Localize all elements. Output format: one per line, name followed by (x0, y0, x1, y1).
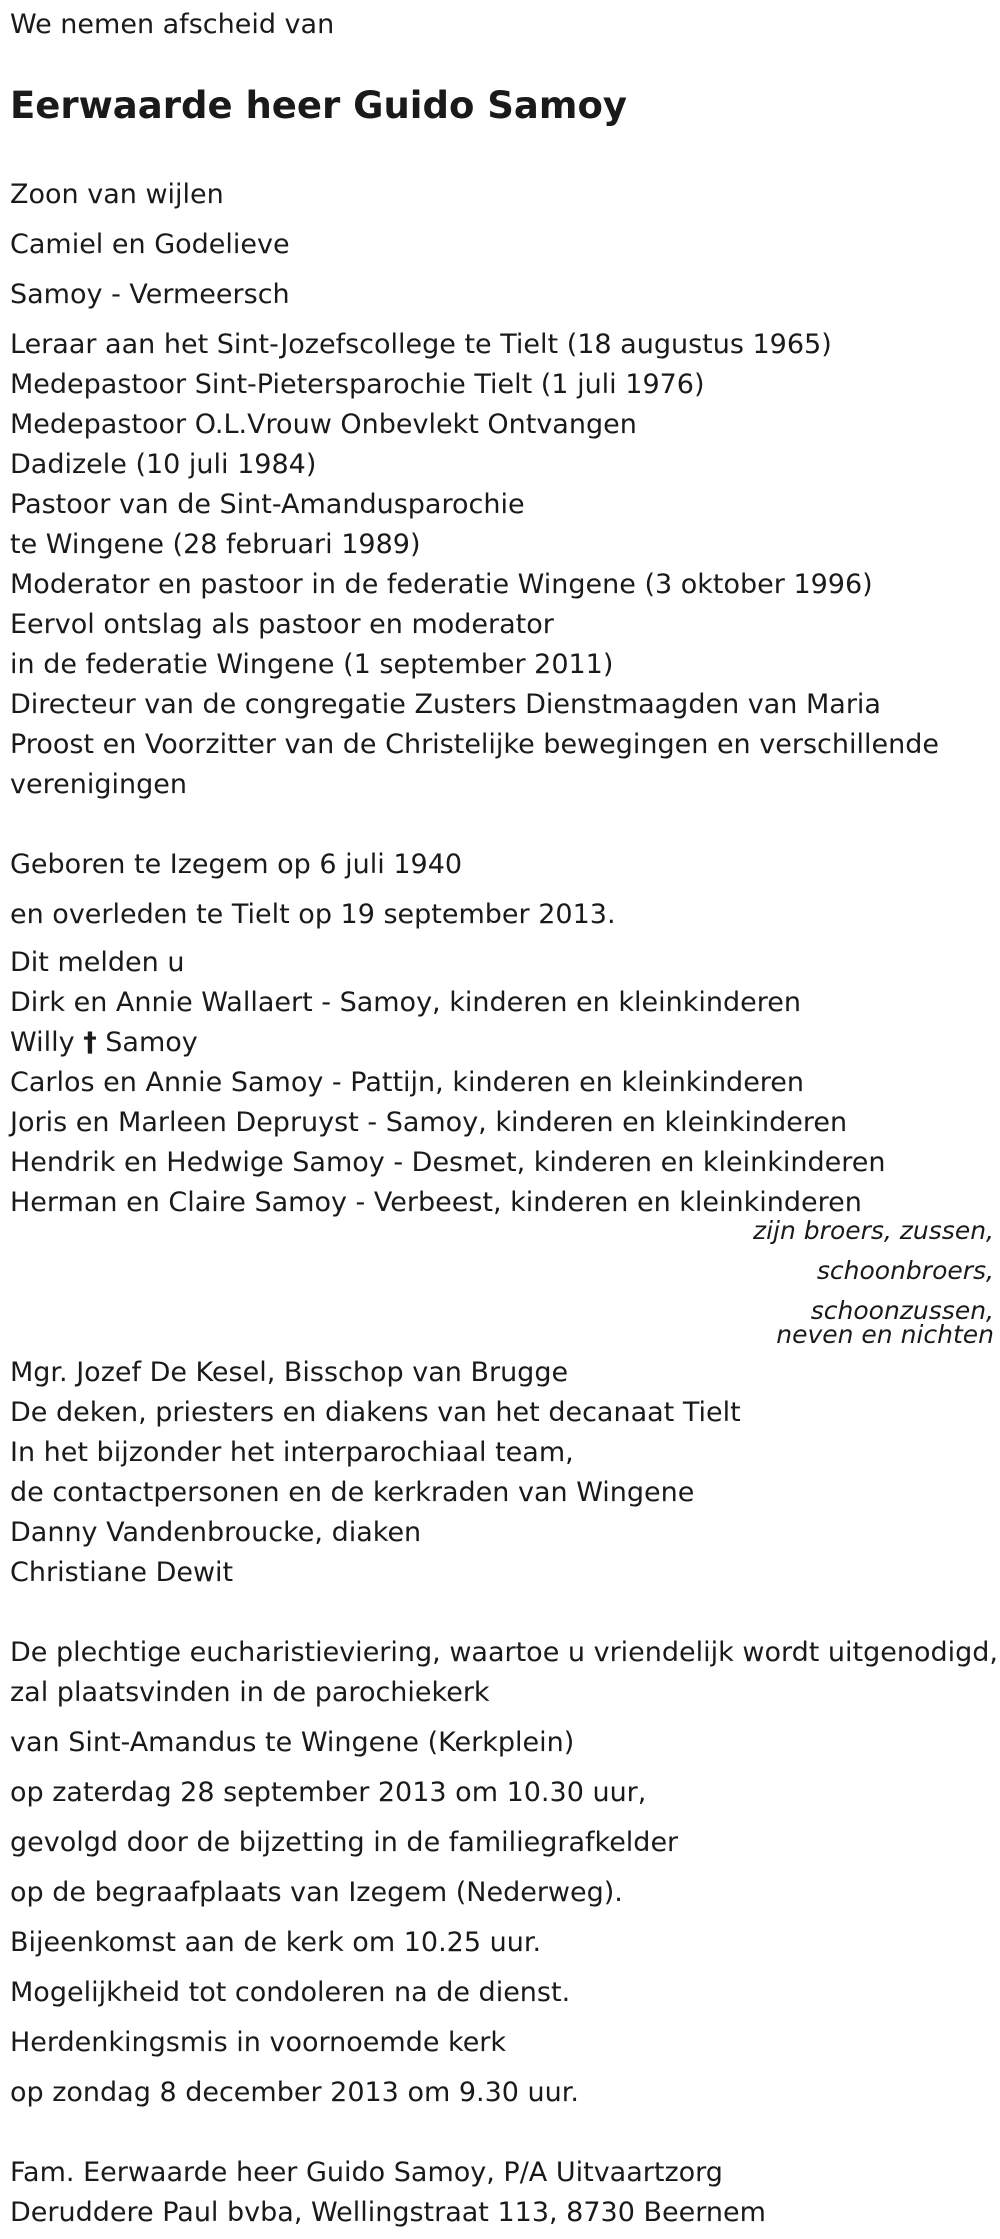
parents-line: Samoy - Vermeersch (10, 279, 290, 310)
relatives-line: neven en nichten (776, 1320, 994, 1349)
parents-line: Camiel en Godelieve (10, 229, 290, 260)
deceased-title: Eerwaarde heer Guido Samoy (10, 84, 627, 127)
relatives-line: schoonzussen, (810, 1296, 994, 1325)
clergy-line: de contactpersonen en de kerkraden van Wingene (10, 1477, 695, 1508)
ceremony-line: Mogelijkheid tot condoleren na de dienst. (10, 1977, 571, 2008)
ceremony-line: op zaterdag 28 september 2013 om 10.30 uur, (10, 1777, 647, 1808)
ceremony-line: gevolgd door de bijzetting in de familiegrafkelder (10, 1827, 679, 1858)
family-line: Dirk en Annie Wallaert - Samoy, kinderen en kleinkinderen (10, 987, 801, 1018)
clergy-line: Danny Vandenbroucke, diaken (10, 1517, 422, 1548)
ceremony-line: De plechtige eucharistieviering, waartoe u vriendelijk wordt uitgenodigd, (10, 1637, 998, 1668)
relatives-line: schoonbroers, (816, 1256, 994, 1285)
career-line: Dadizele (10 juli 1984) (10, 449, 317, 480)
family-line-willy (10, 1023, 198, 1063)
ceremony-line: op de begraafplaats van Izegem (Nederweg). (10, 1877, 623, 1908)
ceremony-line: op zondag 8 december 2013 om 9.30 uur. (10, 2077, 579, 2108)
family-line: Herman en Claire Samoy - Verbeest, kinderen en kleinkinderen (10, 1187, 862, 1218)
announced-by: Dit melden u (10, 947, 185, 978)
clergy-line: Christiane Dewit (10, 1557, 234, 1588)
career-line: verenigingen (10, 769, 187, 800)
career-line: Eervol ontslag als pastoor en moderator (10, 609, 554, 640)
parents-line: Zoon van wijlen (10, 179, 224, 210)
ceremony-line: van Sint-Amandus te Wingene (Kerkplein) (10, 1727, 575, 1758)
career-line: Leraar aan het Sint-Jozefscollege te Tielt (18 augustus 1965) (10, 329, 832, 360)
career-line: Pastoor van de Sint-Amandusparochie (10, 489, 525, 520)
career-line: in de federatie Wingene (1 september 2011) (10, 649, 614, 680)
death-line: en overleden te Tielt op 19 september 2013. (10, 899, 616, 930)
clergy-line: De deken, priesters en diakens van het decanaat Tielt (10, 1397, 741, 1428)
family-line: Joris en Marleen Depruyst - Samoy, kinderen en kleinkinderen (10, 1107, 848, 1138)
ceremony-line: Herdenkingsmis in voornoemde kerk (10, 2027, 507, 2058)
intro-text: We nemen afscheid van (10, 9, 335, 40)
ceremony-line: zal plaatsvinden in de parochiekerk (10, 1677, 490, 1708)
family-last-name: Samoy (105, 1027, 198, 1058)
contact-line: Fam. Eerwaarde heer Guido Samoy, P/A Uitvaartzorg (10, 2157, 723, 2188)
career-line: Moderator en pastoor in de federatie Wingene (3 oktober 1996) (10, 569, 873, 600)
birth-line: Geboren te Izegem op 6 juli 1940 (10, 849, 463, 880)
clergy-line: In het bijzonder het interparochiaal team, (10, 1437, 574, 1468)
contact-line: Deruddere Paul bvba, Wellingstraat 113, 8730 Beernem (10, 2197, 766, 2228)
career-line: Proost en Voorzitter van de Christelijke bewegingen en verschillende (10, 729, 939, 760)
career-line: te Wingene (28 februari 1989) (10, 529, 421, 560)
family-line: Hendrik en Hedwige Samoy - Desmet, kinderen en kleinkinderen (10, 1147, 886, 1178)
relatives-line: zijn broers, zussen, (752, 1216, 994, 1245)
career-line: Medepastoor O.L.Vrouw Onbevlekt Ontvangen (10, 409, 637, 440)
family-line: Carlos en Annie Samoy - Pattijn, kinderen en kleinkinderen (10, 1067, 805, 1098)
career-line: Medepastoor Sint-Pietersparochie Tielt (1 juli 1976) (10, 369, 705, 400)
family-first-name: Willy (10, 1027, 75, 1058)
cross-icon: † (83, 1027, 97, 1058)
career-line: Directeur van de congregatie Zusters Dienstmaagden van Maria (10, 689, 881, 720)
clergy-line: Mgr. Jozef De Kesel, Bisschop van Brugge (10, 1357, 569, 1388)
ceremony-line: Bijeenkomst aan de kerk om 10.25 uur. (10, 1927, 542, 1958)
